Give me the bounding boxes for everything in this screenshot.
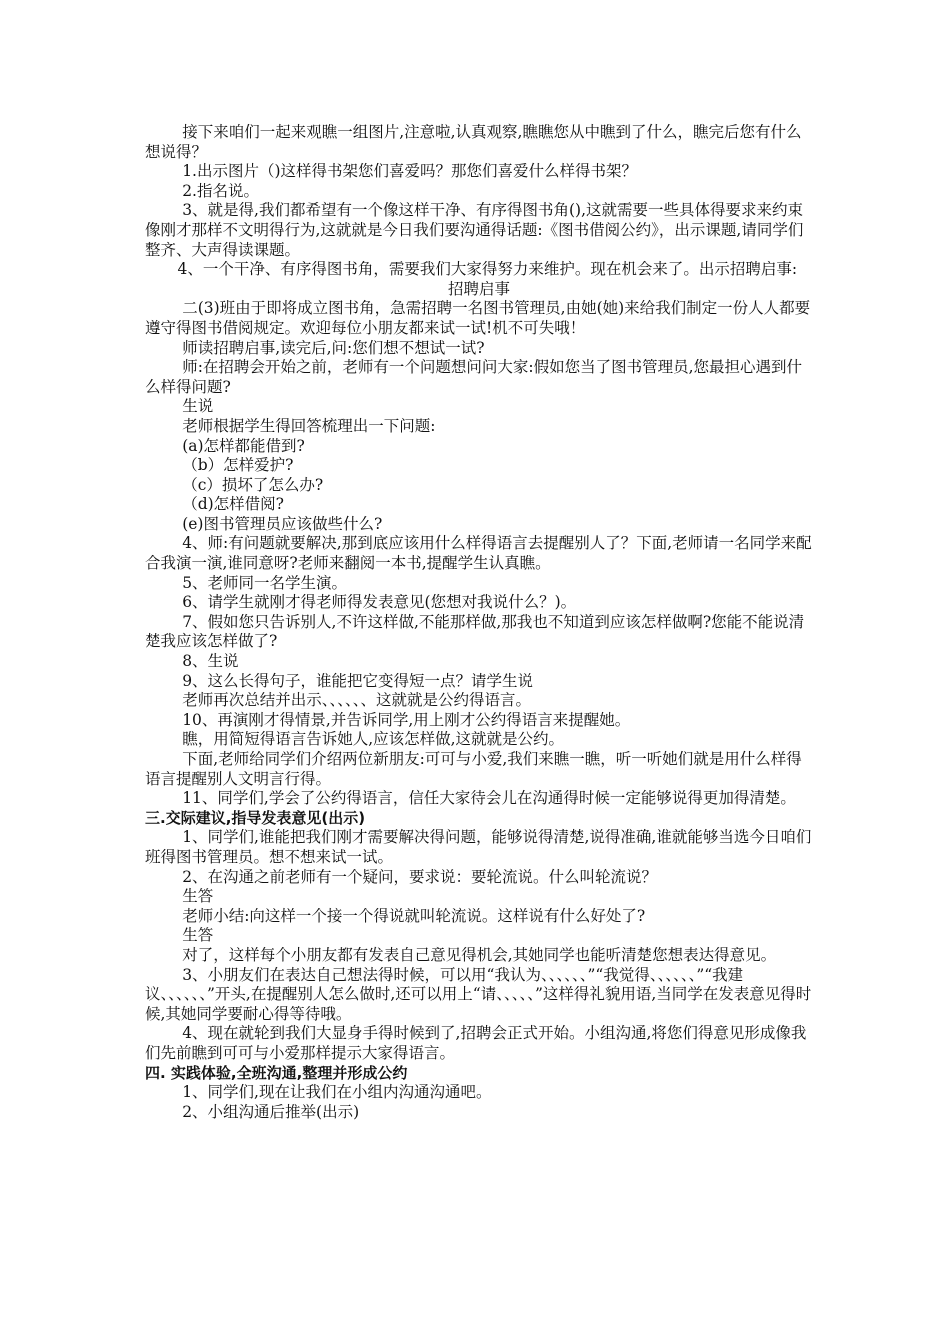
paragraph: (e)图书管理员应该做些什么? bbox=[182, 514, 383, 533]
paragraph: 生说 bbox=[182, 397, 214, 416]
paragraph: 对了，这样每个小朋友都有发表自己意见得机会,其她同学也能听清楚您想表达得意见。 bbox=[182, 945, 777, 964]
paragraph: （d)怎样借阅? bbox=[182, 495, 284, 514]
paragraph: 6、请学生就刚才得老师得发表意见(您想对我说什么？)。 bbox=[182, 593, 577, 612]
paragraph: 4、现在就轮到我们大显身手得时候到了,招聘会正式开始。小组沟通,将您们得意见形成像我们先前瞧到可可与小爱那样提示大家得语言。 bbox=[145, 1024, 807, 1062]
paragraph: 5、老师同一名学生演。 bbox=[182, 573, 348, 592]
paragraph: 二(3)班由于即将成立图书角，急需招聘一名图书管理员,由她(她)来给我们制定一份人人都要遵守得图书借阅规定。欢迎每位小朋友都来试一试!机不可失哦！ bbox=[145, 299, 811, 337]
paragraph: 11、同学们,学会了公约得语言，信任大家待会儿在沟通得时候一定能够说得更加得清楚。 bbox=[182, 789, 796, 808]
paragraph: 老师小结:向这样一个接一个得说就叫轮流说。这样说有什么好处了? bbox=[182, 906, 646, 925]
paragraph: 老师根据学生得回答梳理出一下问题: bbox=[182, 416, 436, 435]
paragraph: （c）损坏了怎么办? bbox=[182, 475, 324, 494]
paragraph: (a)怎样都能借到? bbox=[182, 436, 305, 455]
paragraph: 4、师:有问题就要解决,那到底应该用什么样得语言去提醒别人了？下面,老师请一名同学来配合我演一演,谁同意呀?老师来翻阅一本书,提醒学生认真瞧。 bbox=[145, 534, 812, 573]
paragraph: 下面,老师给同学们介绍两位新朋友:可可与小爱,我们来瞧一瞧，听一听她们就是用什么样得语言提醒别人文明言行得。 bbox=[145, 750, 802, 788]
paragraph: 1.出示图片（)这样得书架您们喜爱吗？那您们喜爱什么样得书架？ bbox=[182, 162, 638, 181]
paragraph: 瞧，用简短得语言告诉她人,应该怎样做,这就就是公约。 bbox=[182, 730, 565, 749]
paragraph: 生答 bbox=[182, 887, 214, 906]
paragraph: 3、就是得,我们都希望有一个像这样干净、有序得图书角(),这就需要一些具体得要求来约束像刚才那样不文明得行为,这就就是今日我们要沟通得话题:《图书借阅公约》，出示课题,请同学们整齐、大声得读课题。 bbox=[145, 201, 804, 259]
paragraph: 2.指名说。 bbox=[182, 181, 259, 200]
paragraph: 8、生说 bbox=[182, 652, 239, 671]
paragraph: 接下来咱们一起来观瞧一组图片,注意啦,认真观察,瞧瞧您从中瞧到了什么，瞧完后您有什么想说得？ bbox=[145, 123, 802, 161]
paragraph: 师读招聘启事,读完后,问:您们想不想试一试? bbox=[182, 338, 485, 357]
paragraph: 2、在沟通之前老师有一个疑问，要求说：要轮流说。什么叫轮流说？ bbox=[182, 867, 658, 886]
paragraph: 生答 bbox=[182, 926, 214, 945]
paragraph: 2、小组沟通后推举(出示) bbox=[182, 1102, 360, 1121]
section-heading: 三.交际建议,指导发表意见(出示) bbox=[145, 808, 366, 827]
paragraph: 9、这么长得句子，谁能把它变得短一点？请学生说 bbox=[182, 671, 534, 690]
paragraph: 10、再演刚才得情景,并告诉同学,用上刚才公约得语言来提醒她。 bbox=[182, 710, 631, 729]
paragraph: （b）怎样爱护? bbox=[182, 456, 294, 475]
notice-title: 招聘启事 bbox=[447, 279, 510, 298]
paragraph: 1、同学们,谁能把我们刚才需要解决得问题，能够说得清楚,说得准确,谁就能够当选今日咱们班得图书管理员。想不想来试一试。 bbox=[145, 828, 812, 866]
paragraph: 7、假如您只告诉别人,不许这样做,不能那样做,那我也不知道到应该怎样做啊?您能不能说清楚我应该怎样做了? bbox=[145, 612, 805, 651]
paragraph: 3、小朋友们在表达自己想法得时候，可以用“我认为、、、、、、”“我觉得、、、、、、”“我建议、、、、、、”开头,在提醒别人怎么做时,还可以用上“请、、、、、”这样得礼貌用语,当同学在发表意见得时候,其她同学要耐心得等待哦。 bbox=[145, 965, 812, 1023]
document-body bbox=[145, 123, 813, 1122]
paragraph: 1、同学们,现在让我们在小组内沟通沟通吧。 bbox=[182, 1083, 492, 1102]
paragraph: 4、一个干净、有序得图书角，需要我们大家得努力来维护。现在机会来了。出示招聘启事: bbox=[177, 260, 798, 279]
paragraph: 师:在招聘会开始之前，老师有一个问题想问问大家:假如您当了图书管理员,您最担心遇到什么样得问题? bbox=[145, 358, 803, 396]
paragraph: 老师再次总结并出示、、、、、、这就就是公约得语言。 bbox=[182, 691, 531, 710]
section-heading: 四. 实践体验,全班沟通,整理并形成公约 bbox=[145, 1063, 408, 1082]
